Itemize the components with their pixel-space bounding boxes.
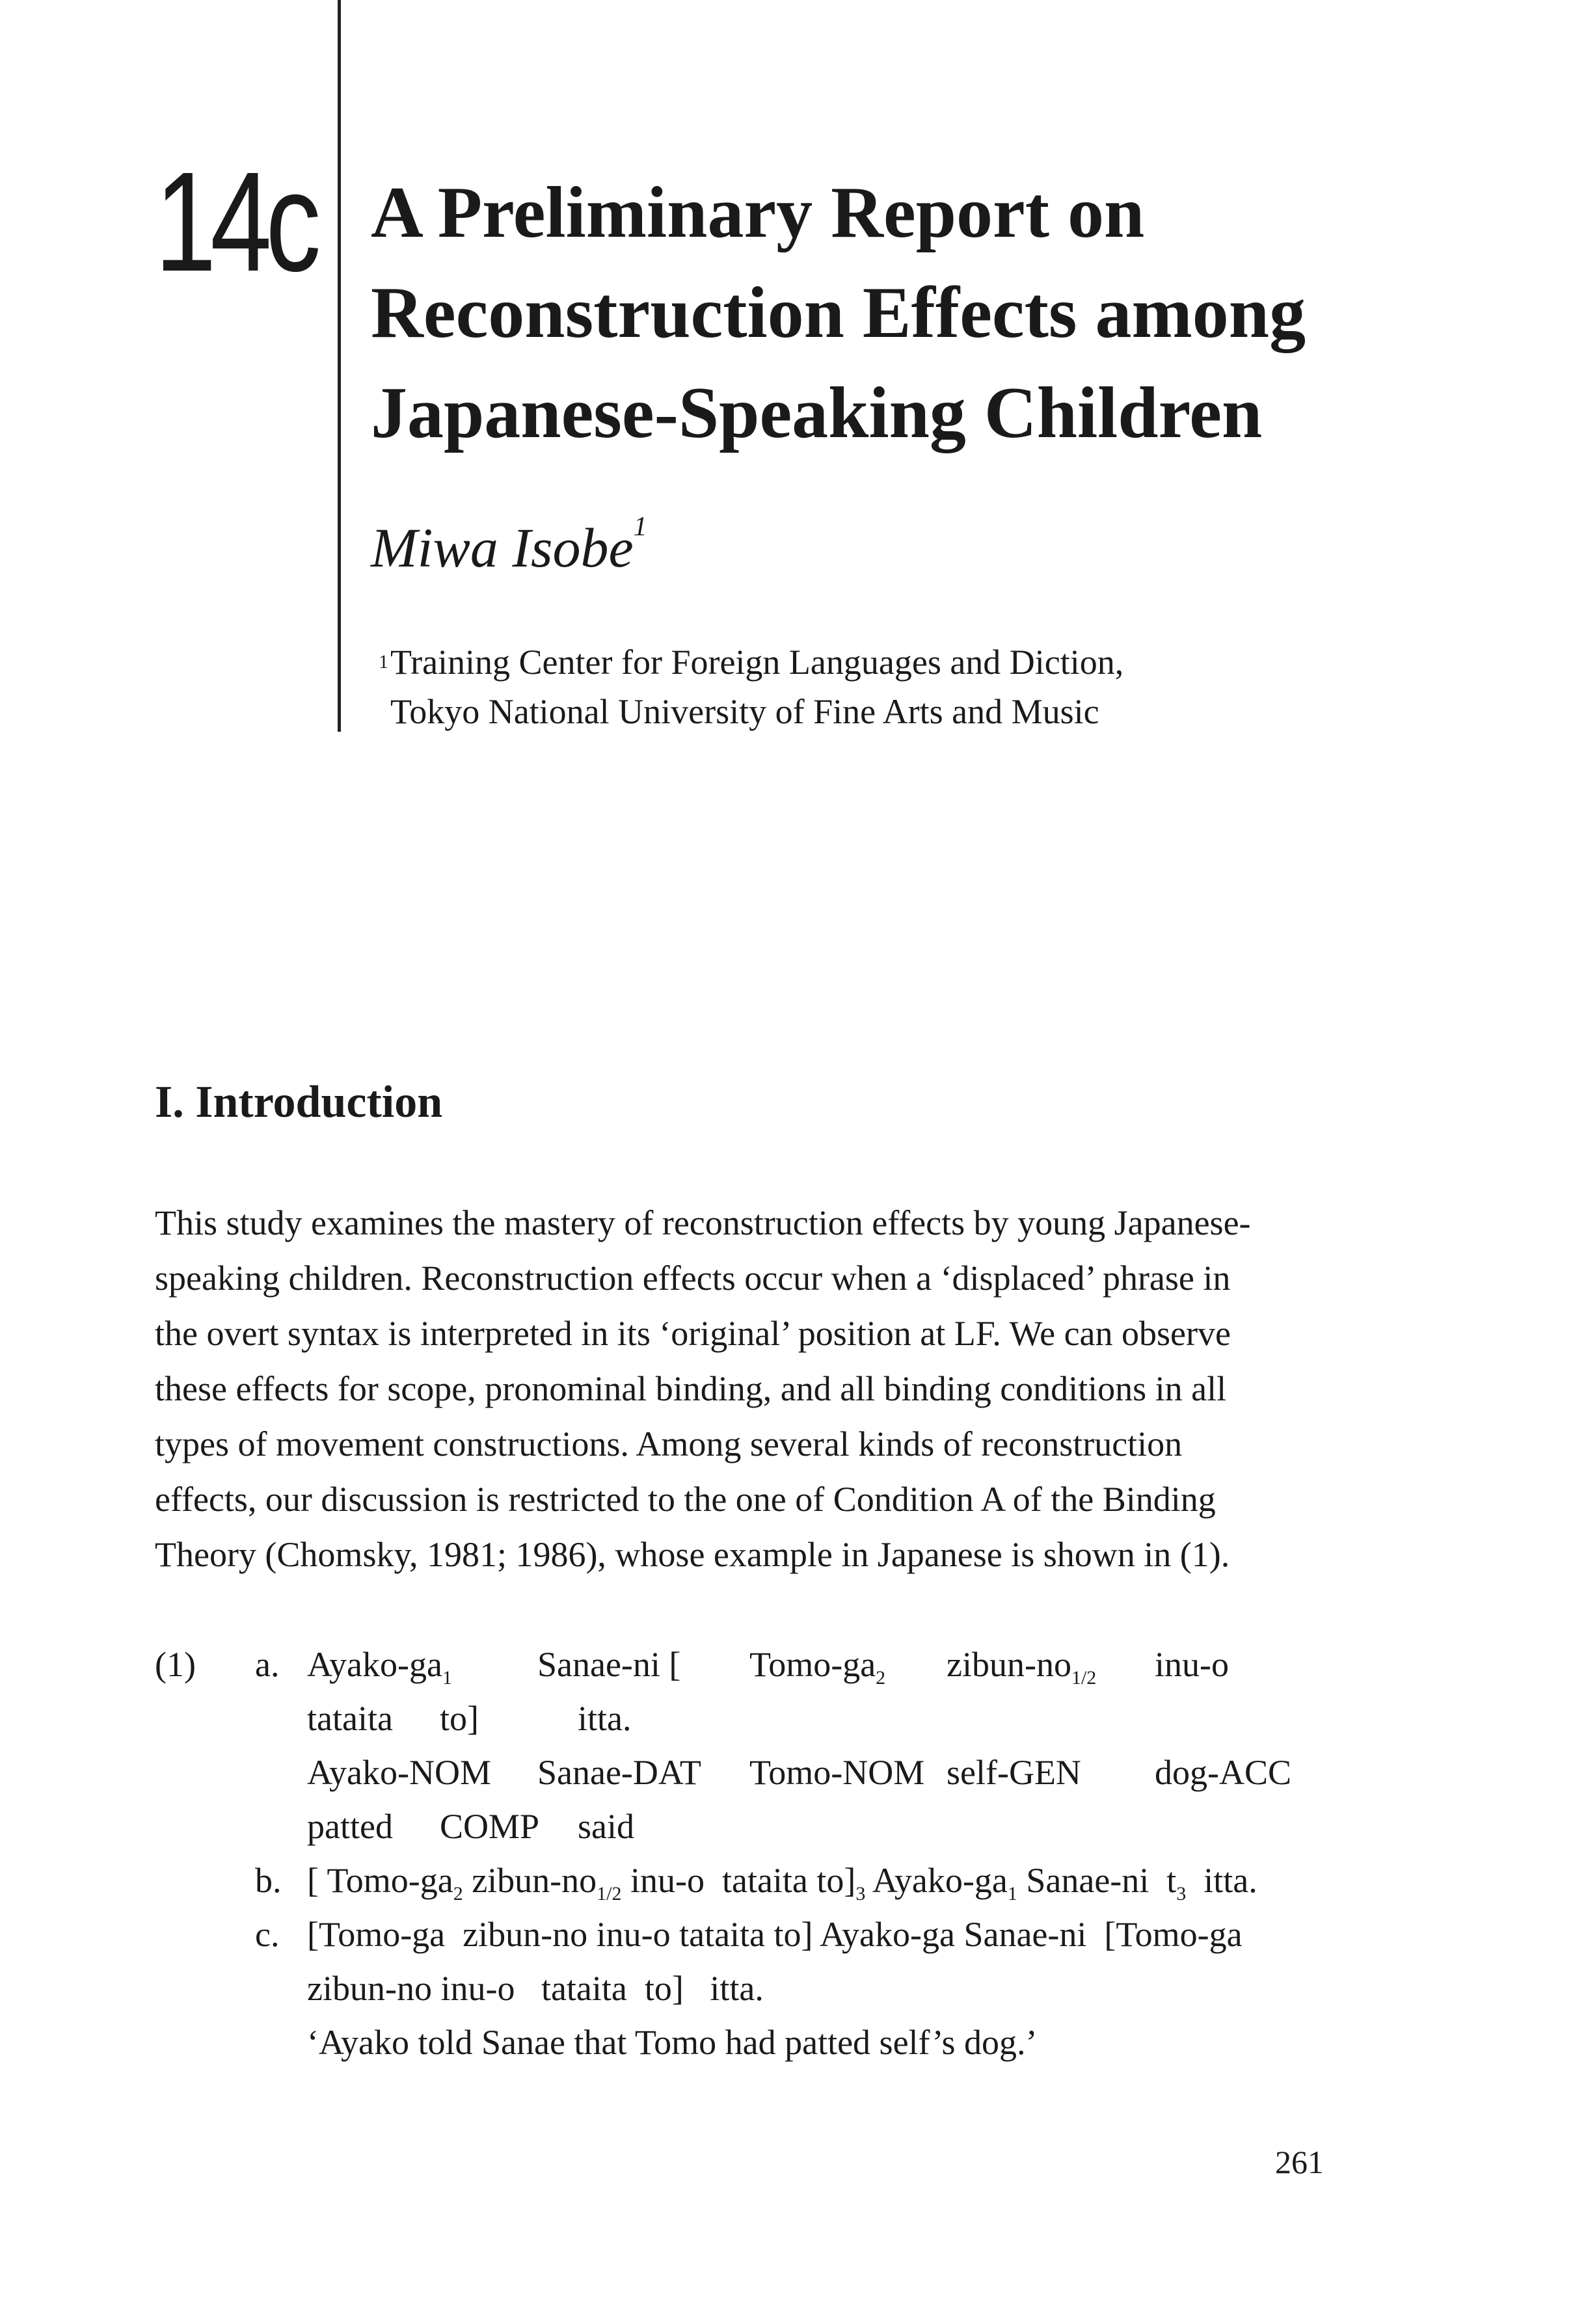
title-line-3: Japanese-Speaking Children (371, 373, 1263, 453)
title-line-2: Reconstruction Effects among (371, 273, 1306, 353)
chapter-title (371, 163, 1306, 463)
gloss-word: said (578, 1807, 634, 1846)
paragraph-line: speaking children. Reconstruction effects occur when a ‘displaced’ phrase in (155, 1259, 1231, 1298)
example-c-label: c. (255, 1915, 280, 1954)
gloss-word: tataita (307, 1699, 393, 1738)
gloss-word: Ayako-NOM (307, 1753, 491, 1792)
gloss-word: to] (440, 1699, 479, 1738)
example-c-line-2: zibun-no inu-o tataita to] itta. (307, 1969, 764, 2008)
example-b-label: b. (255, 1861, 282, 1900)
paragraph-line: Theory (Chomsky, 1981; 1986), whose example in Japanese is shown in (1). (155, 1535, 1230, 1574)
gloss-word: Ayako-$ga_1$ (307, 1645, 452, 1689)
gloss-word: COMP (440, 1807, 540, 1846)
author-name (371, 494, 647, 580)
gloss-word: itta. (578, 1699, 632, 1738)
title-line-1: A Preliminary Report on (371, 172, 1145, 253)
paragraph-line: the overt syntax is interpreted in its ‘original’ position at LF. We can observe (155, 1314, 1231, 1353)
example-b-sentence: [ Tomo-$ga_2$ zibun-$no_{1/2}$ inu-o tataita $to]_3$ Ayako-$ga_1$ Sanae-ni $t_3$ itta. (307, 1861, 1257, 1904)
gloss-word: zibun-$no_{1/2}$ (947, 1645, 1097, 1689)
chapter-number: 14c (155, 143, 316, 301)
intro-paragraph (155, 1195, 1339, 1583)
gloss-word: Tomo-$ga_2$ (749, 1645, 886, 1689)
author-name-text: Miwa Isobe (371, 516, 634, 579)
paragraph-line: effects, our discussion is restricted to the one of Condition A of the Binding (155, 1480, 1216, 1519)
paragraph-line: these effects for scope, pronominal binding, and all binding conditions in all (155, 1369, 1227, 1408)
example-c-line-1: [Tomo-ga zibun-no inu-o tataita to] Ayako-ga Sanae-ni [Tomo-ga (307, 1915, 1243, 1954)
paragraph-line: This study examines the mastery of reconstruction effects by young Japanese- (155, 1203, 1251, 1242)
section-heading: I. Introduction (155, 1077, 443, 1127)
gloss-word: dog-ACC (1155, 1753, 1292, 1792)
affiliation-line-2: Tokyo National University of Fine Arts and Music (390, 692, 1099, 731)
gloss-word: Sanae-DAT (537, 1753, 701, 1792)
example-translation: ‘Ayako told Sanae that Tomo had patted self’s dog.’ (307, 2023, 1038, 2062)
affiliation-line-1: Training Center for Foreign Languages and Diction, (390, 643, 1124, 682)
gloss-word: patted (307, 1807, 393, 1846)
gloss-word: inu-o (1155, 1645, 1229, 1684)
example-number: (1) (155, 1645, 196, 1684)
affiliation-mark: 1 (379, 651, 388, 673)
gloss-word: Sanae-ni [ (537, 1645, 681, 1684)
example-a-label: a. (255, 1645, 280, 1684)
paragraph-line: types of movement constructions. Among several kinds of reconstruction (155, 1424, 1183, 1463)
gloss-word: Tomo-NOM (749, 1753, 925, 1792)
author-footnote-mark: 1 (633, 512, 647, 542)
chapter-divider-line (338, 0, 341, 732)
author-affiliation (379, 637, 1124, 736)
gloss-word: self-GEN (947, 1753, 1081, 1792)
page-number: 261 (1275, 2144, 1324, 2180)
